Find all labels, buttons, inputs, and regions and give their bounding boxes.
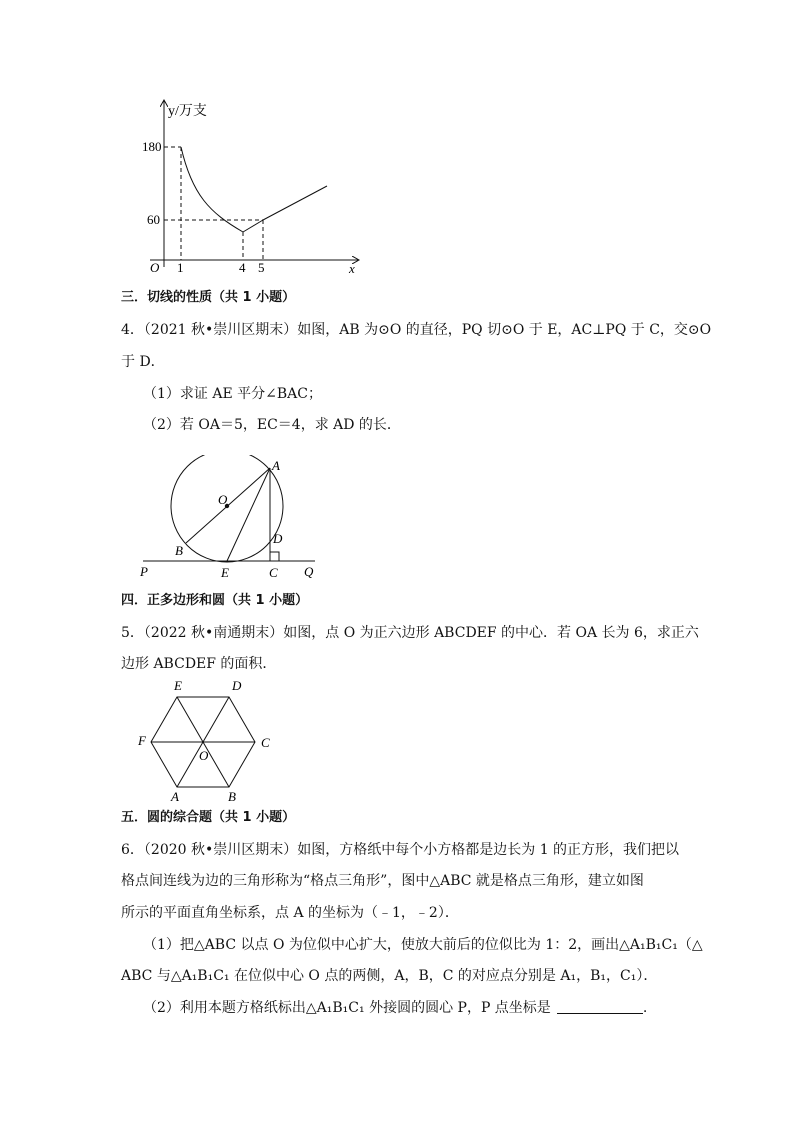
label-b: B	[228, 789, 236, 804]
sales-graph-figure	[130, 95, 370, 280]
circle-tangent-figure	[135, 455, 335, 583]
question-part: ABC 与△A₁B₁C₁ 在位似中心 O 点的两侧，A，B，C 的对应点分别是 A₁，B₁，C₁）．	[121, 968, 658, 984]
segment-ae	[227, 468, 270, 561]
x-axis-label: x	[349, 261, 355, 276]
question-part-text: （2）利用本题方格纸标出△A₁B₁C₁ 外接圆的圆心 P，P 点坐标是	[143, 1000, 551, 1016]
graph-line	[263, 186, 327, 220]
question-part: （1）把△ABC 以点 O 为位似中心扩大，使放大前后的位似比为 1：2，画出△A₁B₁C₁（△	[143, 937, 703, 953]
label-q: Q	[304, 564, 314, 579]
section-heading: 三．切线的性质（共 1 小题）	[121, 290, 296, 305]
label-c: C	[269, 565, 278, 580]
question-text: 于 D．	[121, 354, 165, 370]
x-tick-5: 5	[258, 260, 265, 275]
label-p: P	[140, 564, 148, 579]
label-b: B	[175, 543, 183, 558]
question-text: 5．（2022 秋•南通期末）如图，点 O 为正六边形 ABCDEF 的中心．若 OA 长为 6，求正六	[121, 625, 699, 641]
x-tick-4: 4	[239, 260, 246, 275]
section-heading: 四．正多边形和圆（共 1 小题）	[121, 593, 309, 608]
label-e: E	[221, 565, 229, 580]
origin-label: O	[150, 260, 160, 275]
label-o: O	[218, 492, 228, 507]
graph-segment	[243, 220, 263, 232]
question-text: 格点间连线为边的三角形称为“格点三角形”，图中△ABC 就是格点三角形，建立如图	[121, 873, 644, 889]
right-angle-mark	[270, 552, 279, 561]
label-o: O	[199, 748, 209, 763]
question-text: 4．（2021 秋•崇川区期末）如图，AB 为⊙O 的直径，PQ 切⊙O 于 E，AC⊥PQ 于 C，交⊙O	[121, 322, 712, 338]
label-a: A	[171, 789, 179, 804]
y-tick-60: 60	[147, 212, 160, 227]
graph-curve	[181, 147, 243, 232]
question-text: 边形 ABCDEF 的面积．	[121, 656, 277, 672]
x-tick-1: 1	[177, 260, 184, 275]
answer-blank	[557, 999, 643, 1014]
y-tick-180: 180	[142, 139, 162, 154]
label-e: E	[174, 678, 182, 693]
question-part	[143, 999, 647, 1017]
question-part: （2）若 OA＝5，EC＝4，求 AD 的长．	[143, 417, 401, 433]
y-axis-label: y/万支	[168, 104, 207, 119]
hexagon-figure	[130, 672, 290, 808]
label-c: C	[261, 735, 270, 750]
label-d: D	[232, 678, 242, 693]
label-d: D	[273, 531, 283, 546]
period-mark: .	[642, 1000, 648, 1016]
label-a: A	[272, 458, 280, 473]
question-text: 6．（2020 秋•崇川区期末）如图，方格纸中每个小方格都是边长为 1 的正方形，我们把以	[121, 842, 680, 858]
question-text: 所示的平面直角坐标系，点 A 的坐标为（﹣1，﹣2）．	[121, 905, 459, 921]
label-f: F	[138, 733, 146, 748]
section-heading: 五．圆的综合题（共 1 小题）	[121, 810, 296, 825]
question-part: （1）求证 AE 平分∠BAC；	[143, 386, 322, 402]
